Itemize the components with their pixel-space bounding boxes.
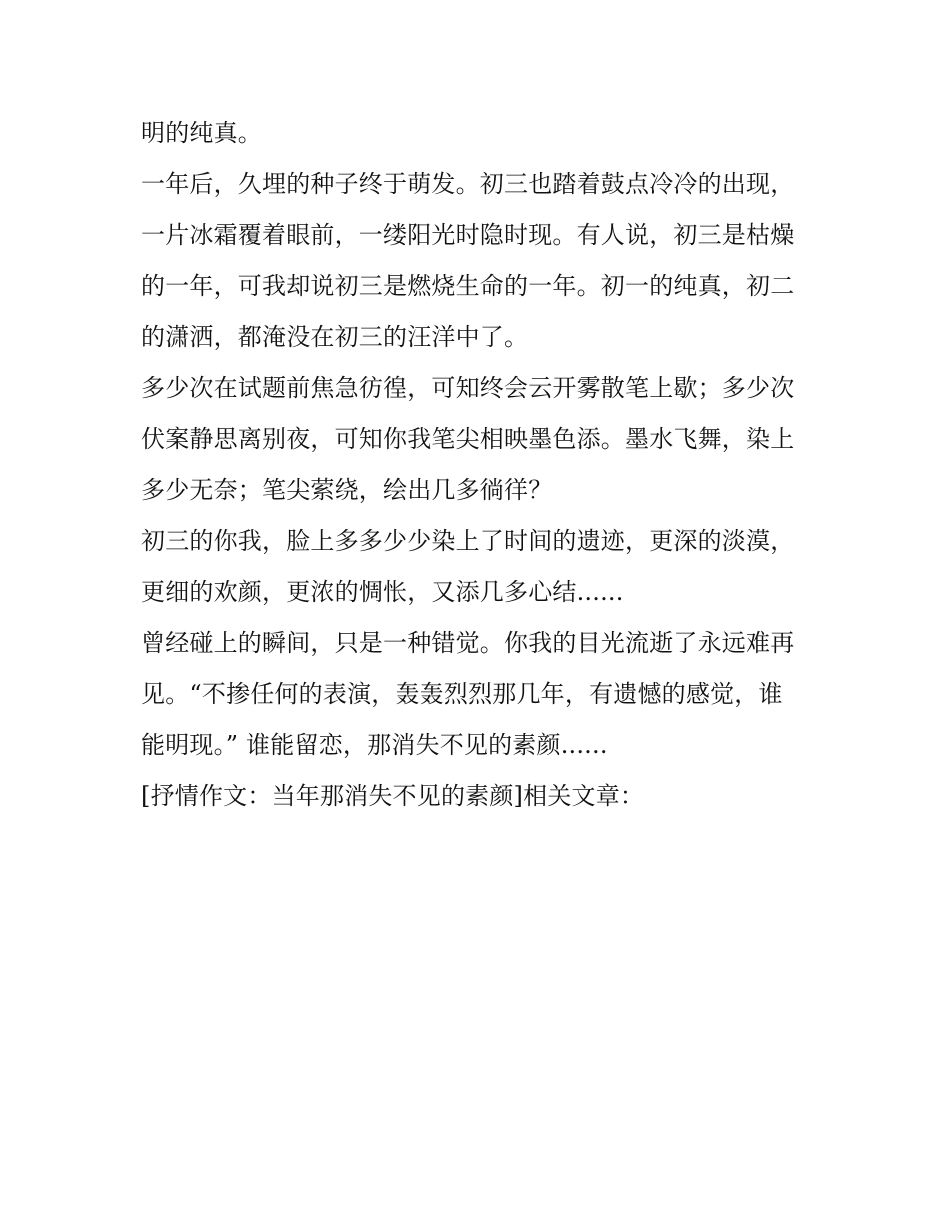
text-line: 一年后，久埋的种子终于萌发。初三也踏着鼓点冷冷的出现， xyxy=(141,170,795,198)
text-line: 能明现。” 谁能留恋，那消失不见的素颜...... xyxy=(141,731,608,759)
text-line: 曾经碰上的瞬间，只是一种错觉。你我的目光流逝了永远难再 xyxy=(141,629,795,657)
related-articles-heading xyxy=(141,771,821,822)
text-line: [抒情作文：当年那消失不见的素颜]相关文章： xyxy=(141,782,645,810)
text-line: 见。“不掺任何的表演，轰轰烈烈那几年，有遗憾的感觉，谁 xyxy=(141,680,783,708)
text-line: 多少无奈；笔尖萦绕，绘出几多徜徉？ xyxy=(141,476,553,504)
paragraph xyxy=(141,516,821,618)
text-line: 初三的你我，脸上多多少少染上了时间的遗迹，更深的淡漠， xyxy=(141,527,795,555)
text-line: 伏案静思离别夜，可知你我笔尖相映墨色添。墨水飞舞，染上 xyxy=(141,425,795,453)
text-line: 多少次在试题前焦急彷徨，可知终会云开雾散笔上歇；多少次 xyxy=(141,374,795,402)
paragraph xyxy=(141,618,821,771)
text-line: 明的纯真。 xyxy=(141,119,262,147)
paragraph xyxy=(141,159,821,363)
text-line: 的潇洒，都淹没在初三的汪洋中了。 xyxy=(141,323,529,351)
paragraph xyxy=(141,363,821,516)
text-line: 一片冰霜覆着眼前，一缕阳光时隐时现。有人说，初三是枯燥 xyxy=(141,221,795,249)
text-line: 更细的欢颜，更浓的惆怅，又添几多心结...... xyxy=(141,578,624,606)
text-line: 的一年，可我却说初三是燃烧生命的一年。初一的纯真，初二 xyxy=(141,272,795,300)
document-body xyxy=(141,108,821,822)
paragraph xyxy=(141,108,821,159)
